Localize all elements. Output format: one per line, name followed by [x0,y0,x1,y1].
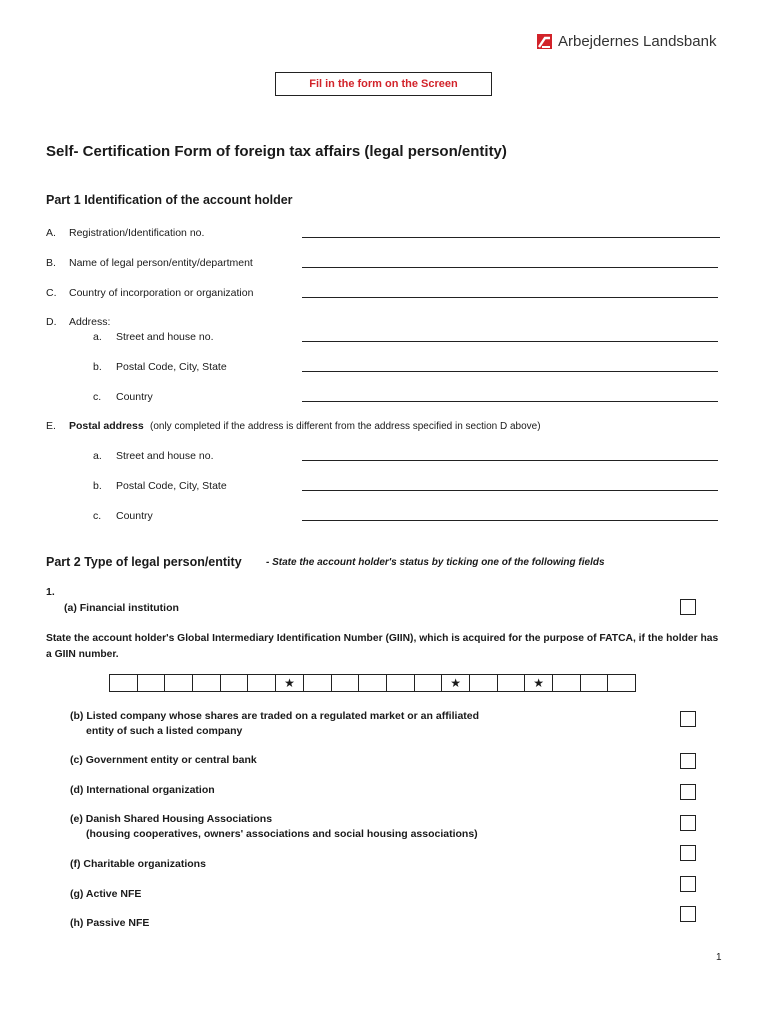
option-b-label-line2: entity of such a listed company [86,725,243,737]
giin-star-icon[interactable]: ★ [275,674,304,692]
page-number: 1 [716,952,722,963]
postal-code-field[interactable] [302,490,718,491]
field-d-label: Address: [69,316,111,328]
field-d-letter: D. [46,316,57,328]
option-f-checkbox[interactable] [680,845,696,861]
option-d-checkbox[interactable] [680,784,696,800]
postal-b-letter: b. [93,480,102,492]
postal-street-field[interactable] [302,460,718,461]
address-a-label: Street and house no. [116,331,214,343]
option-e-label-line2: (housing cooperatives, owners' associations and social housing associations) [86,828,478,840]
option-g-checkbox[interactable] [680,876,696,892]
giin-cell[interactable] [580,674,609,692]
option-g-label: (g) Active NFE [70,888,142,900]
part2-number: 1. [46,586,55,598]
option-h-label: (h) Passive NFE [70,917,150,929]
field-e-letter: E. [46,420,56,432]
registration-no-field[interactable] [302,237,720,238]
address-b-label: Postal Code, City, State [116,361,227,373]
giin-cell[interactable] [220,674,249,692]
giin-cell[interactable] [358,674,387,692]
giin-cell[interactable] [386,674,415,692]
giin-star-icon[interactable]: ★ [524,674,553,692]
part1-heading: Part 1 Identification of the account holder [46,193,293,207]
address-country-field[interactable] [302,401,718,402]
option-b-checkbox[interactable] [680,711,696,727]
address-a-letter: a. [93,331,102,343]
option-a-checkbox[interactable] [680,599,696,615]
option-e-label-line1: (e) Danish Shared Housing Associations [70,813,273,825]
field-e-label: Postal address [69,420,144,432]
option-c-checkbox[interactable] [680,753,696,769]
field-a-label: Registration/Identification no. [69,227,205,239]
option-a-label: (a) Financial institution [64,602,179,614]
address-c-label: Country [116,391,153,403]
postal-country-field[interactable] [302,520,718,521]
field-c-label: Country of incorporation or organization [69,287,254,299]
part2-subheading: - State the account holder's status by ticking one of the following fields [266,557,605,568]
giin-cell[interactable] [192,674,221,692]
field-e-note: (only completed if the address is different from the address specified in section D above) [150,421,541,432]
bank-name: Arbejdernes Landsbank [558,33,717,50]
address-postal-field[interactable] [302,371,718,372]
part2-heading: Part 2 Type of legal person/entity [46,555,242,569]
giin-cell[interactable] [552,674,581,692]
field-b-label: Name of legal person/entity/department [69,257,253,269]
address-c-letter: c. [93,391,102,403]
giin-star-icon[interactable]: ★ [441,674,470,692]
giin-cell[interactable] [303,674,332,692]
bank-logo-icon [537,34,552,49]
giin-statement: State the account holder's Global Intermediary Identification Number (GIIN), which is acquired for the purpose of FATCA, if the holder has a GIIN number. [46,633,719,660]
giin-cell[interactable] [414,674,443,692]
option-f-label: (f) Charitable organizations [70,858,206,870]
giin-cell[interactable] [164,674,193,692]
option-e-checkbox[interactable] [680,815,696,831]
giin-cell[interactable] [331,674,360,692]
fill-in-form-button[interactable]: Fil in the form on the Screen [275,72,492,96]
giin-cell[interactable] [247,674,276,692]
address-street-field[interactable] [302,341,718,342]
address-b-letter: b. [93,361,102,373]
postal-c-letter: c. [93,510,102,522]
bank-logo [537,33,716,50]
country-of-incorporation-field[interactable] [302,297,718,298]
giin-input-grid[interactable] [110,674,636,692]
field-b-letter: B. [46,257,56,269]
postal-a-letter: a. [93,450,102,462]
option-d-label: (d) International organization [70,784,215,796]
giin-cell[interactable] [497,674,526,692]
postal-a-label: Street and house no. [116,450,214,462]
giin-cell[interactable] [109,674,138,692]
postal-c-label: Country [116,510,153,522]
postal-b-label: Postal Code, City, State [116,480,227,492]
giin-cell[interactable] [607,674,636,692]
giin-cell[interactable] [137,674,166,692]
form-title: Self- Certification Form of foreign tax affairs (legal person/entity) [46,143,507,160]
option-h-checkbox[interactable] [680,906,696,922]
option-c-label: (c) Government entity or central bank [70,754,257,766]
field-a-letter: A. [46,227,56,239]
field-c-letter: C. [46,287,57,299]
entity-name-field[interactable] [302,267,718,268]
option-b-label-line1: (b) Listed company whose shares are traded on a regulated market or an affiliated [70,710,480,722]
giin-cell[interactable] [469,674,498,692]
